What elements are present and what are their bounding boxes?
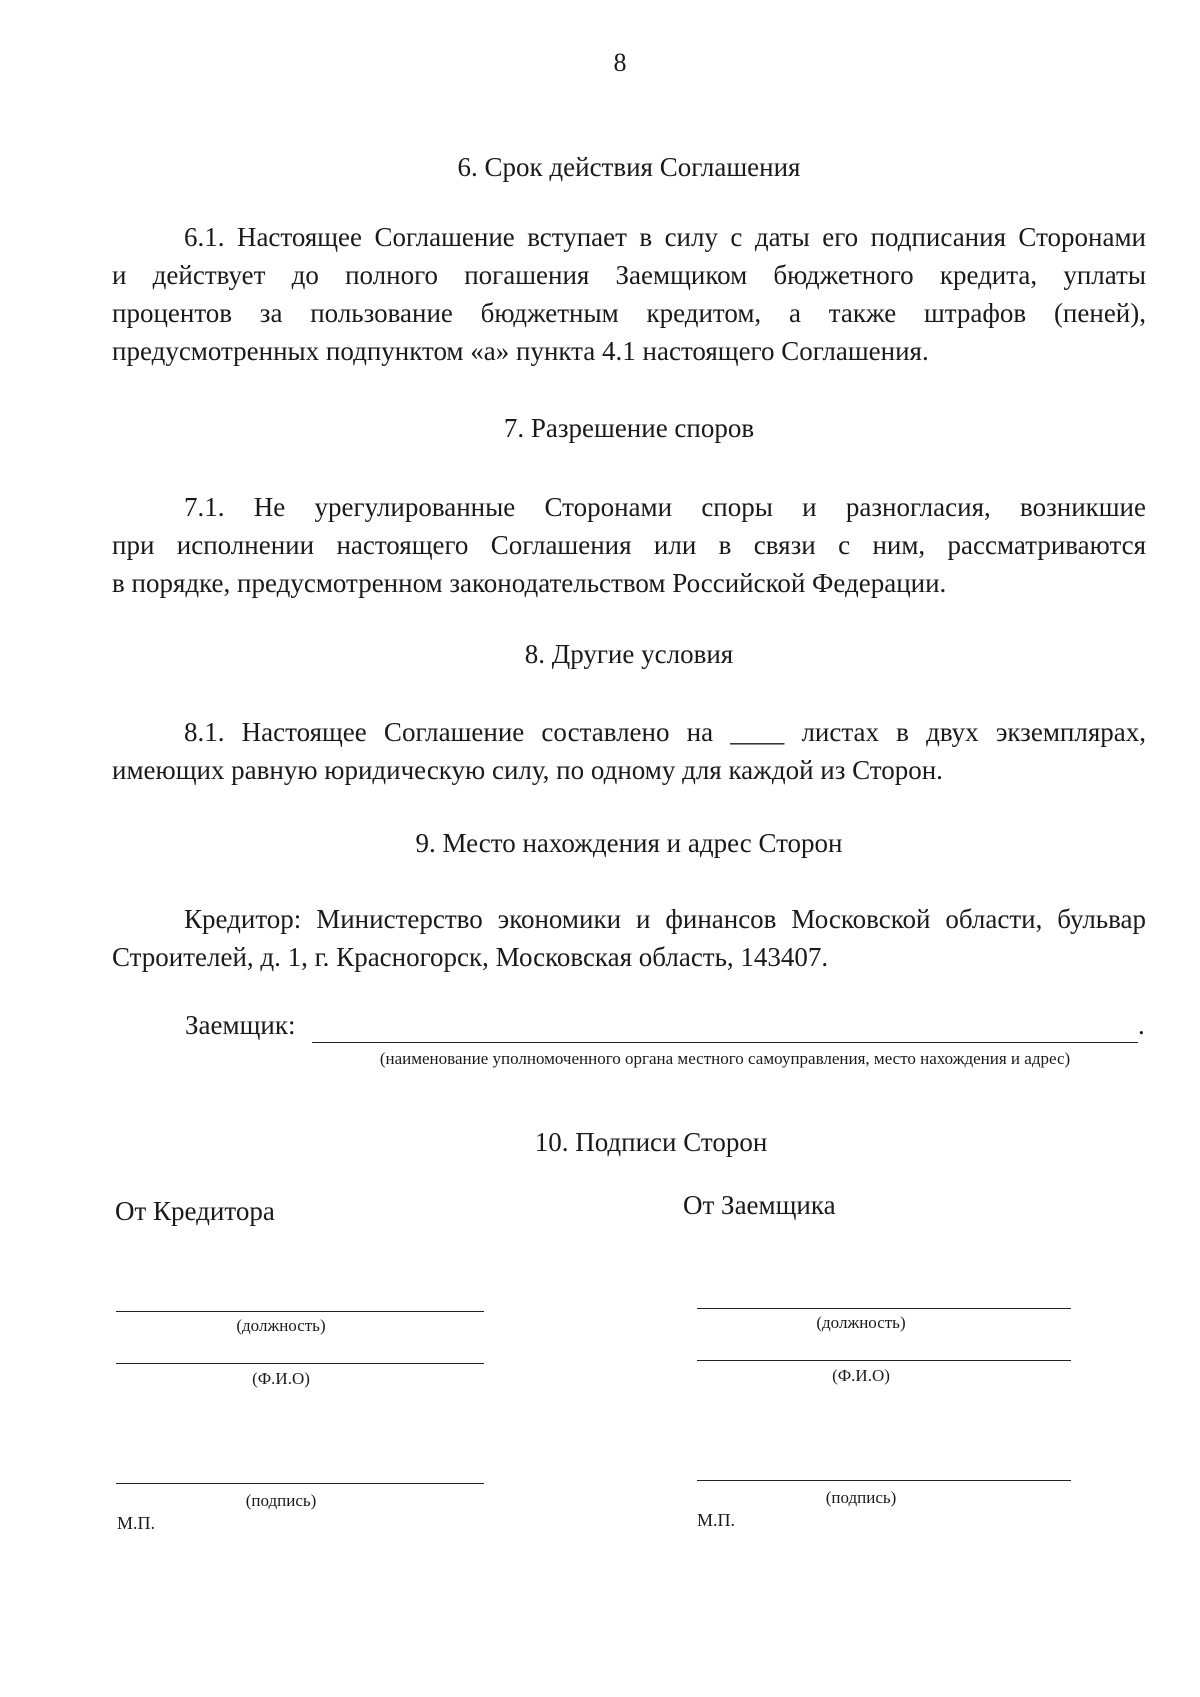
section-10-heading: 10. Подписи Сторон bbox=[534, 1127, 768, 1157]
creditor-signature-title: От Кредитора bbox=[115, 1196, 275, 1226]
borrower-position-line bbox=[697, 1308, 1071, 1309]
creditor-position-line bbox=[116, 1311, 484, 1312]
borrower-blank-line bbox=[312, 1042, 1138, 1043]
paragraph-line: при исполнении настоящего Соглашения или в связи с ним, рассматриваются bbox=[112, 530, 1146, 560]
creditor-address bbox=[112, 900, 1146, 976]
section-7-paragraph bbox=[112, 488, 1146, 602]
paragraph-line: предусмотренных подпунктом «а» пункта 4.1 настоящего Соглашения. bbox=[112, 336, 929, 366]
section-7-heading: 7. Разрешение споров bbox=[503, 413, 755, 443]
paragraph-line: 6.1. Настоящее Соглашение вступает в силу с даты его подписания Сторонами bbox=[184, 222, 1146, 252]
creditor-signature-line bbox=[116, 1483, 484, 1484]
creditor-seal-label: М.П. bbox=[117, 1513, 156, 1533]
section-9-heading: 9. Место нахождения и адрес Сторон bbox=[415, 828, 843, 858]
paragraph-line: и действует до полного погашения Заемщиком бюджетного кредита, уплаты bbox=[112, 260, 1146, 290]
paragraph-line: 8.1. Настоящее Соглашение составлено на ____ листах в двух экземплярах, bbox=[184, 717, 1146, 747]
paragraph-line: имеющих равную юридическую силу, по одному для каждой из Сторон. bbox=[112, 755, 943, 785]
borrower-name-caption: (Ф.И.О) bbox=[832, 1366, 890, 1385]
section-6-heading: 6. Срок действия Соглашения bbox=[457, 152, 801, 182]
borrower-label: Заемщик: bbox=[185, 1010, 296, 1040]
borrower-position-caption: (должность) bbox=[816, 1313, 906, 1332]
paragraph-line: 7.1. Не урегулированные Сторонами споры и разногласия, возникшие bbox=[184, 492, 1146, 522]
paragraph-line: в порядке, предусмотренном законодательством Российской Федерации. bbox=[112, 568, 947, 598]
page-number: 8 bbox=[613, 48, 627, 77]
borrower-caption: (наименование уполномоченного органа местного самоуправления, место нахождения и адрес) bbox=[379, 1049, 1071, 1068]
paragraph-line: Строителей, д. 1, г. Красногорск, Московская область, 143407. bbox=[112, 942, 829, 972]
borrower-signature-title: От Заемщика bbox=[683, 1190, 836, 1220]
creditor-name-caption: (Ф.И.О) bbox=[252, 1369, 310, 1388]
borrower-end-dot: . bbox=[1138, 1010, 1145, 1040]
creditor-name-line bbox=[116, 1363, 484, 1364]
borrower-name-line bbox=[697, 1360, 1071, 1361]
paragraph-line: процентов за пользование бюджетным кредитом, а также штрафов (пеней), bbox=[112, 298, 1146, 328]
borrower-signature-line bbox=[697, 1480, 1071, 1481]
paragraph-line: Кредитор: Министерство экономики и финансов Московской области, бульвар bbox=[184, 904, 1146, 934]
creditor-position-caption: (должность) bbox=[236, 1316, 326, 1335]
borrower-seal-label: М.П. bbox=[697, 1510, 736, 1530]
borrower-signature-caption: (подпись) bbox=[825, 1488, 897, 1507]
section-8-paragraph bbox=[112, 713, 1146, 789]
section-8-heading: 8. Другие условия bbox=[524, 639, 734, 669]
creditor-signature-caption: (подпись) bbox=[245, 1491, 317, 1510]
section-6-paragraph bbox=[112, 218, 1146, 370]
